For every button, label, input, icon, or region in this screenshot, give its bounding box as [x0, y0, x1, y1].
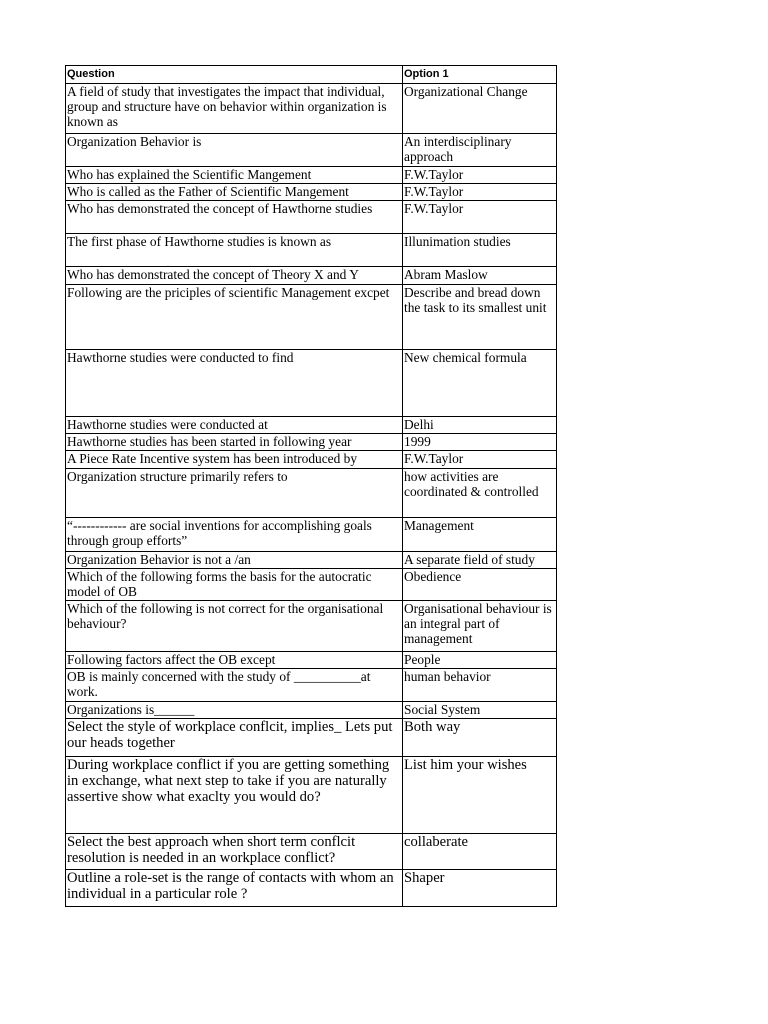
option-cell[interactable]: F.W.Taylor: [403, 451, 557, 469]
question-cell[interactable]: OB is mainly concerned with the study of __________at work.: [66, 669, 403, 702]
column-header-option-1[interactable]: Option 1: [403, 66, 557, 84]
question-cell[interactable]: Hawthorne studies has been started in following year: [66, 434, 403, 451]
option-cell[interactable]: Illunimation studies: [403, 234, 557, 267]
question-cell[interactable]: The first phase of Hawthorne studies is known as: [66, 234, 403, 267]
option-cell[interactable]: Social System: [403, 702, 557, 719]
option-cell[interactable]: List him your wishes: [403, 757, 557, 834]
table-row: [66, 285, 557, 350]
table-row: [66, 669, 557, 702]
table-row: [66, 552, 557, 569]
option-cell[interactable]: F.W.Taylor: [403, 184, 557, 201]
table-row: [66, 434, 557, 451]
question-cell[interactable]: Organization Behavior is: [66, 134, 403, 167]
table-row: [66, 652, 557, 669]
table-row: [66, 601, 557, 652]
table-row: [66, 201, 557, 234]
table-row: [66, 417, 557, 434]
option-cell[interactable]: Organizational Change: [403, 84, 557, 134]
option-cell[interactable]: Describe and bread down the task to its smallest unit: [403, 285, 557, 350]
question-cell[interactable]: Hawthorne studies were conducted to find: [66, 350, 403, 417]
question-cell[interactable]: Select the best approach when short term conflcit resolution is needed in an workplace conflict?: [66, 834, 403, 870]
table-row: [66, 134, 557, 167]
table-row: [66, 451, 557, 469]
question-cell[interactable]: During workplace conflict if you are getting something in exchange, what next step to take if you are naturally assertive show what exaclty you would do?: [66, 757, 403, 834]
option-cell[interactable]: how activities are coordinated & controlled: [403, 469, 557, 518]
question-cell[interactable]: Outline a role-set is the range of contacts with whom an individual in a particular role ?: [66, 870, 403, 907]
option-cell[interactable]: Delhi: [403, 417, 557, 434]
option-cell[interactable]: Obedience: [403, 569, 557, 601]
table-row: [66, 350, 557, 417]
option-cell[interactable]: 1999: [403, 434, 557, 451]
question-cell[interactable]: Following factors affect the OB except: [66, 652, 403, 669]
option-cell[interactable]: collaberate: [403, 834, 557, 870]
question-sheet: [65, 65, 557, 907]
option-cell[interactable]: Organisational behaviour is an integral part of management: [403, 601, 557, 652]
question-cell[interactable]: Which of the following is not correct for the organisational behaviour?: [66, 601, 403, 652]
question-cell[interactable]: Who is called as the Father of Scientific Mangement: [66, 184, 403, 201]
question-cell[interactable]: A field of study that investigates the impact that individual, group and structure have on behavior within organization is known as: [66, 84, 403, 134]
table-row: [66, 234, 557, 267]
question-cell[interactable]: Who has demonstrated the concept of Hawthorne studies: [66, 201, 403, 234]
option-cell[interactable]: F.W.Taylor: [403, 201, 557, 234]
question-cell[interactable]: Organizations is______: [66, 702, 403, 719]
question-cell[interactable]: Which of the following forms the basis for the autocratic model of OB: [66, 569, 403, 601]
table-row: [66, 719, 557, 757]
option-cell[interactable]: human behavior: [403, 669, 557, 702]
question-cell[interactable]: Who has demonstrated the concept of Theory X and Y: [66, 267, 403, 285]
table-row: [66, 84, 557, 134]
option-cell[interactable]: People: [403, 652, 557, 669]
question-cell[interactable]: Select the style of workplace conflcit, implies_ Lets put our heads together: [66, 719, 403, 757]
table-row: [66, 834, 557, 870]
question-cell[interactable]: Organization structure primarily refers to: [66, 469, 403, 518]
table-row: [66, 757, 557, 834]
question-cell[interactable]: Following are the priciples of scientific Management excpet: [66, 285, 403, 350]
table-row: [66, 870, 557, 907]
table-row: [66, 518, 557, 552]
option-cell[interactable]: Abram Maslow: [403, 267, 557, 285]
option-cell[interactable]: F.W.Taylor: [403, 167, 557, 184]
table-row: [66, 569, 557, 601]
question-cell[interactable]: Hawthorne studies were conducted at: [66, 417, 403, 434]
option-cell[interactable]: An interdisciplinary approach: [403, 134, 557, 167]
option-cell[interactable]: A separate field of study: [403, 552, 557, 569]
question-cell[interactable]: Who has explained the Scientific Mangement: [66, 167, 403, 184]
table-row: [66, 267, 557, 285]
column-header-question[interactable]: Question: [66, 66, 403, 84]
header-row: [66, 66, 557, 84]
table-row: [66, 167, 557, 184]
option-cell[interactable]: Management: [403, 518, 557, 552]
table-row: [66, 702, 557, 719]
question-cell[interactable]: “------------ are social inventions for accomplishing goals through group efforts”: [66, 518, 403, 552]
option-cell[interactable]: Both way: [403, 719, 557, 757]
option-cell[interactable]: Shaper: [403, 870, 557, 907]
option-cell[interactable]: New chemical formula: [403, 350, 557, 417]
table-row: [66, 469, 557, 518]
question-cell[interactable]: Organization Behavior is not a /an: [66, 552, 403, 569]
table-row: [66, 184, 557, 201]
question-cell[interactable]: A Piece Rate Incentive system has been introduced by: [66, 451, 403, 469]
